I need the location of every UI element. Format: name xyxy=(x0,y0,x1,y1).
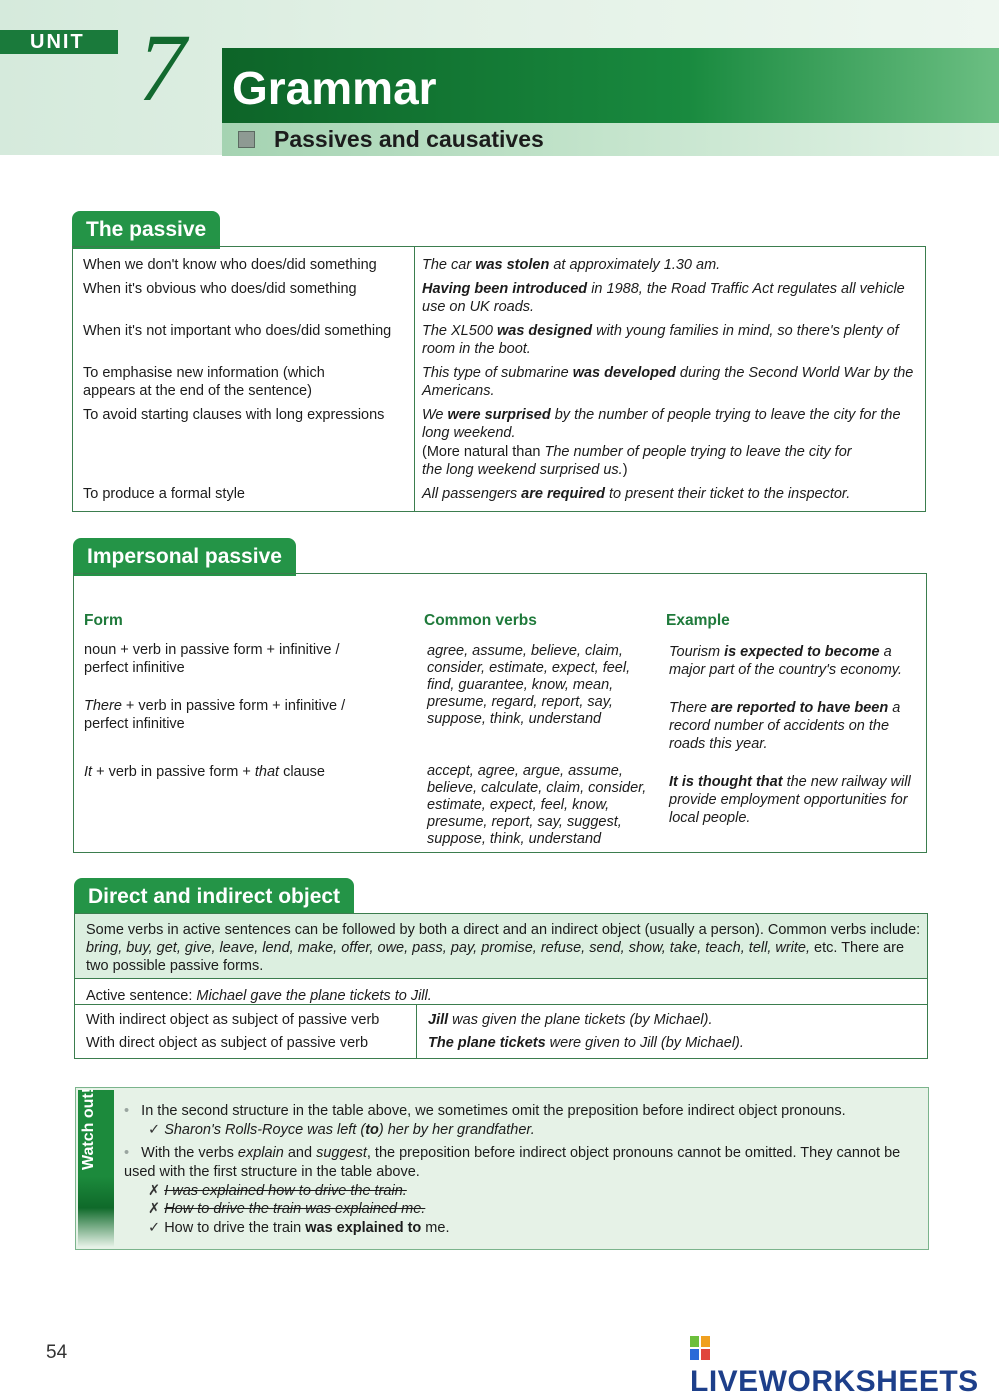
passive-use-2: When it's obvious who does/did something xyxy=(83,281,357,297)
passive-use-5: To avoid starting clauses with long expressions xyxy=(83,407,385,423)
impersonal-example-2: There are reported to have been a record number of accidents on the roads this year. xyxy=(669,700,901,752)
impersonal-form-1: noun + verb in passive form + infinitive / perfect infinitive xyxy=(84,642,340,676)
impersonal-example-3: It is thought that the new railway will provide employment opportunities for local people. xyxy=(669,774,911,826)
section-tab-direct: Direct and indirect object xyxy=(74,878,354,916)
passive-use-3: When it's not important who does/did something xyxy=(83,323,392,339)
watch-out-bullet-2: • With the verbs explain and suggest, the preposition before indirect object pronouns cannot be omitted. They cannot be used with the first structure in the table above. xyxy=(124,1145,901,1180)
passive-example-4: This type of submarine was developed during the Second World War by the Americans. xyxy=(422,365,914,399)
passive-use-4: To emphasise new information (which appears at the end of the sentence) xyxy=(83,365,325,399)
passive-example-2: Having been introduced in 1988, the Road Traffic Act regulates all vehicle use on UK roads. xyxy=(422,281,905,315)
page-number: 54 xyxy=(46,1342,68,1363)
direct-row-2-label: With direct object as subject of passive verb xyxy=(86,1035,369,1051)
direct-row-1-label: With indirect object as subject of passive verb xyxy=(86,1012,380,1028)
table-divider xyxy=(416,1005,417,1058)
passive-example-1: The car was stolen at approximately 1.30 am. xyxy=(422,257,721,273)
table-divider xyxy=(414,247,415,511)
header-verbs: Common verbs xyxy=(424,612,537,629)
watch-out-right: ✓ How to drive the train was explained to me. xyxy=(148,1220,450,1236)
impersonal-example-1: Tourism is expected to become a major part of the country's economy. xyxy=(669,644,902,678)
passive-note: (More natural than The number of people trying to leave the city for the long weekend surprised us.) xyxy=(422,444,852,478)
impersonal-form-3: It + verb in passive form + that clause xyxy=(84,764,325,780)
passive-example-6: All passengers are required to present their ticket to the inspector. xyxy=(422,486,851,502)
divider xyxy=(75,1004,927,1005)
unit-label: UNIT xyxy=(0,30,118,54)
impersonal-verbs-1: agree, assume, believe, claim, consider, estimate, expect, feel, find, guarantee, know, mean, presume, regard, report, say, suppose, think, understand xyxy=(427,643,631,727)
passive-use-6: To produce a formal style xyxy=(83,486,245,502)
brand-logo: LIVEWORKSHEETS xyxy=(690,1331,999,1399)
watch-out-example-1: ✓ Sharon's Rolls-Royce was left (to) her by her grandfather. xyxy=(148,1122,535,1138)
watch-out-label xyxy=(80,1138,98,1170)
impersonal-form-2: There + verb in passive form + infinitive / perfect infinitive xyxy=(84,698,346,732)
direct-row-2-example: The plane tickets were given to Jill (by Michael). xyxy=(428,1035,744,1051)
header-form: Form xyxy=(84,612,123,629)
passive-example-5: We were surprised by the number of people trying to leave the city for the long weekend. xyxy=(422,407,901,441)
divider xyxy=(75,978,927,979)
passive-example-3: The XL500 was designed with young families in mind, so there's plenty of room in the boot. xyxy=(422,323,899,357)
watch-out-wrong-2: ✗ How to drive the train was explained me. xyxy=(148,1201,426,1217)
active-sentence: Active sentence: Michael gave the plane tickets to Jill. xyxy=(86,988,432,1004)
impersonal-verbs-2: accept, agree, argue, assume, believe, calculate, claim, consider, estimate, expect, feel, know, presume, report, say, suggest, suppose, think, understand xyxy=(427,763,647,847)
page-subtitle: Passives and causatives xyxy=(274,126,544,152)
section-tab-passive: The passive xyxy=(72,211,220,249)
square-bullet-icon xyxy=(238,131,255,148)
page-title: Grammar xyxy=(232,62,437,114)
liveworksheets-icon xyxy=(690,1336,710,1360)
header-example: Example xyxy=(666,612,730,629)
unit-number: 7 xyxy=(138,14,186,121)
passive-use-1: When we don't know who does/did something xyxy=(83,257,377,273)
direct-row-1-example: Jill was given the plane tickets (by Michael). xyxy=(428,1012,713,1028)
watch-out-bullet-1: • In the second structure in the table above, we sometimes omit the preposition before indirect object pronouns. xyxy=(124,1103,846,1119)
section-tab-impersonal: Impersonal passive xyxy=(73,538,296,576)
watch-out-wrong-1: ✗ I was explained how to drive the train. xyxy=(148,1183,407,1199)
direct-intro: Some verbs in active sentences can be followed by both a direct and an indirect object (usually a person). Common verbs include: bring, buy, get, give, leave, lend, make, offer, owe, pass, pay, promise, refuse, send, show, take, teach, tell, write, etc. There are two possible passive forms. xyxy=(86,922,921,974)
